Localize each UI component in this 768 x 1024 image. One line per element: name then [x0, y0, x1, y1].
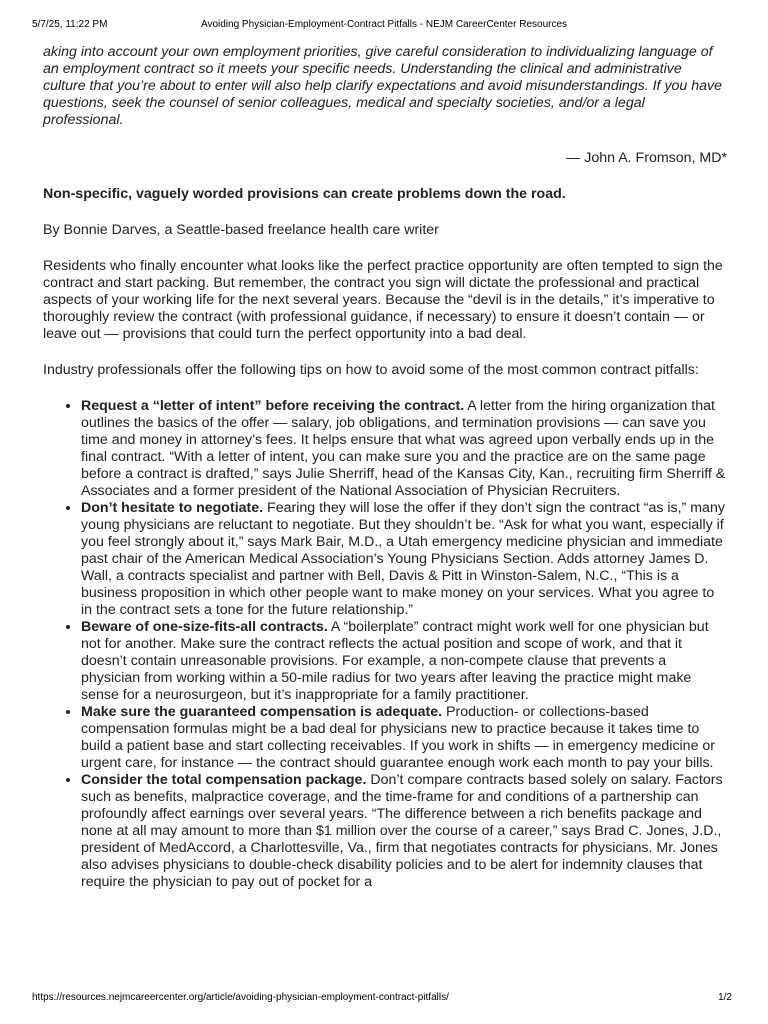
tip-item [81, 772, 727, 891]
tip-body: A “boilerplate” contract might work well for one physician but not for another. Make sure the contract reflects the actual position and scope of work, and that it doesn’t contain unreasonable provisions. For example, a non-compete clause that prevents a physician from working within a 50-mile radius for two years after leaving the practice might make sense for a neurosurgeon, but it’s inappropriate for a family practitioner. [81, 619, 709, 703]
tip-body: Fearing they will lose the offer if they don’t sign the contract “as is,” many young physicians are reluctant to negotiate. But they shouldn’t be. “Ask for what you want, especially if you feel strongly about it,” says Mark Bair, M.D., a Utah emergency medicine physician and immediate past chair of the American Medical Association’s Young Physicians Section. Adds attorney James D. Wall, a contracts specialist and partner with Bell, Davis & Pitt in Winston-Salem, N.C., “This is a business proposition in which other people want to make money on your services. What you agree to in the contract sets a tone for the future relationship.” [81, 500, 725, 618]
tip-heading: Consider the total compensation package. [81, 772, 367, 788]
tip-item [81, 500, 727, 619]
tip-item [81, 398, 727, 500]
article-paragraph: Industry professionals offer the following tips on how to avoid some of the most common contract pitfalls: [43, 362, 699, 378]
print-footer [32, 992, 736, 1006]
print-url: https://resources.nejmcareercenter.org/article/avoiding-physician-employment-contract-pitfalls/ [32, 992, 449, 1003]
tip-body: Production- or collections-based compensation formulas might be a bad deal for physicians new to practice because it takes time to build a patient base and start collecting receivables. If you work in shifts — in emergency medicine or urgent care, for instance — the contract should guarantee enough work each month to pay your bills. [81, 704, 716, 771]
article-body [43, 44, 727, 891]
page-number: 1/2 [718, 992, 732, 1003]
print-datetime: 5/7/25, 11:22 PM [32, 19, 108, 30]
article-intro: aking into account your own employment priorities, give careful consideration to individualizing language of an employment contract so it meets your specific needs. Understanding the clinical and administrative culture that you’re about to enter will also help clarify expectations and avoid misunderstandings. If you have questions, seek the counsel of senior colleagues, medical and specialty societies, and/or a legal professional. [43, 44, 723, 128]
article-paragraph: Residents who finally encounter what looks like the perfect practice opportunity are often tempted to sign the contract and start packing. But remember, the contract you sign will dictate the professional and practical aspects of your working life for the next several years. Because the “devil is in the details,” it’s imperative to thoroughly review the contract (with professional guidance, if necessary) to ensure it doesn’t contain — or leave out — provisions that could turn the perfect opportunity into a bad deal. [43, 258, 723, 342]
tip-heading: Beware of one-size-fits-all contracts. [81, 619, 328, 635]
quote-attribution: — John A. Fromson, MD* [566, 150, 727, 166]
tip-body: Don’t compare contracts based solely on salary. Factors such as benefits, malpractice coverage, and the time-frame for and conditions of a partnership can profoundly affect earnings over several years. “The difference between a rich benefits package and none at all may amount to more than $1 million over the course of a career,” says Brad C. Jones, J.D., president of MedAccord, a Charlottesville, Va., firm that negotiates contracts for physicians. Mr. Jones also advises physicians to double-check disability policies and to be alert for indemnity clauses that require the physician to pay out of pocket for a [81, 772, 723, 890]
article-byline: By Bonnie Darves, a Seattle-based freelance health care writer [43, 222, 439, 238]
tip-heading: Make sure the guaranteed compensation is adequate. [81, 704, 443, 720]
tip-heading: Request a “letter of intent” before receiving the contract. [81, 398, 465, 414]
tip-heading: Don’t hesitate to negotiate. [81, 500, 264, 516]
tips-list [43, 398, 727, 891]
print-header [32, 19, 736, 33]
tip-item [81, 619, 727, 704]
tip-body: A letter from the hiring organization that outlines the basics of the offer — salary, job obligations, and termination provisions — can save you time and money in attorney’s fees. It helps ensure that what was agreed upon verbally ends up in the final contract. “With a letter of intent, you can make sure you and the practice are on the same page before a contract is drafted,” says Julie Sherriff, head of the Kansas City, Kan., recruiting firm Sherriff & Associates and a former president of the National Association of Physician Recruiters. [81, 398, 726, 499]
article-subhead: Non-specific, vaguely worded provisions can create problems down the road. [43, 186, 566, 202]
tip-item [81, 704, 727, 772]
print-page-title: Avoiding Physician-Employment-Contract Pitfalls - NEJM CareerCenter Resources [200, 19, 568, 30]
